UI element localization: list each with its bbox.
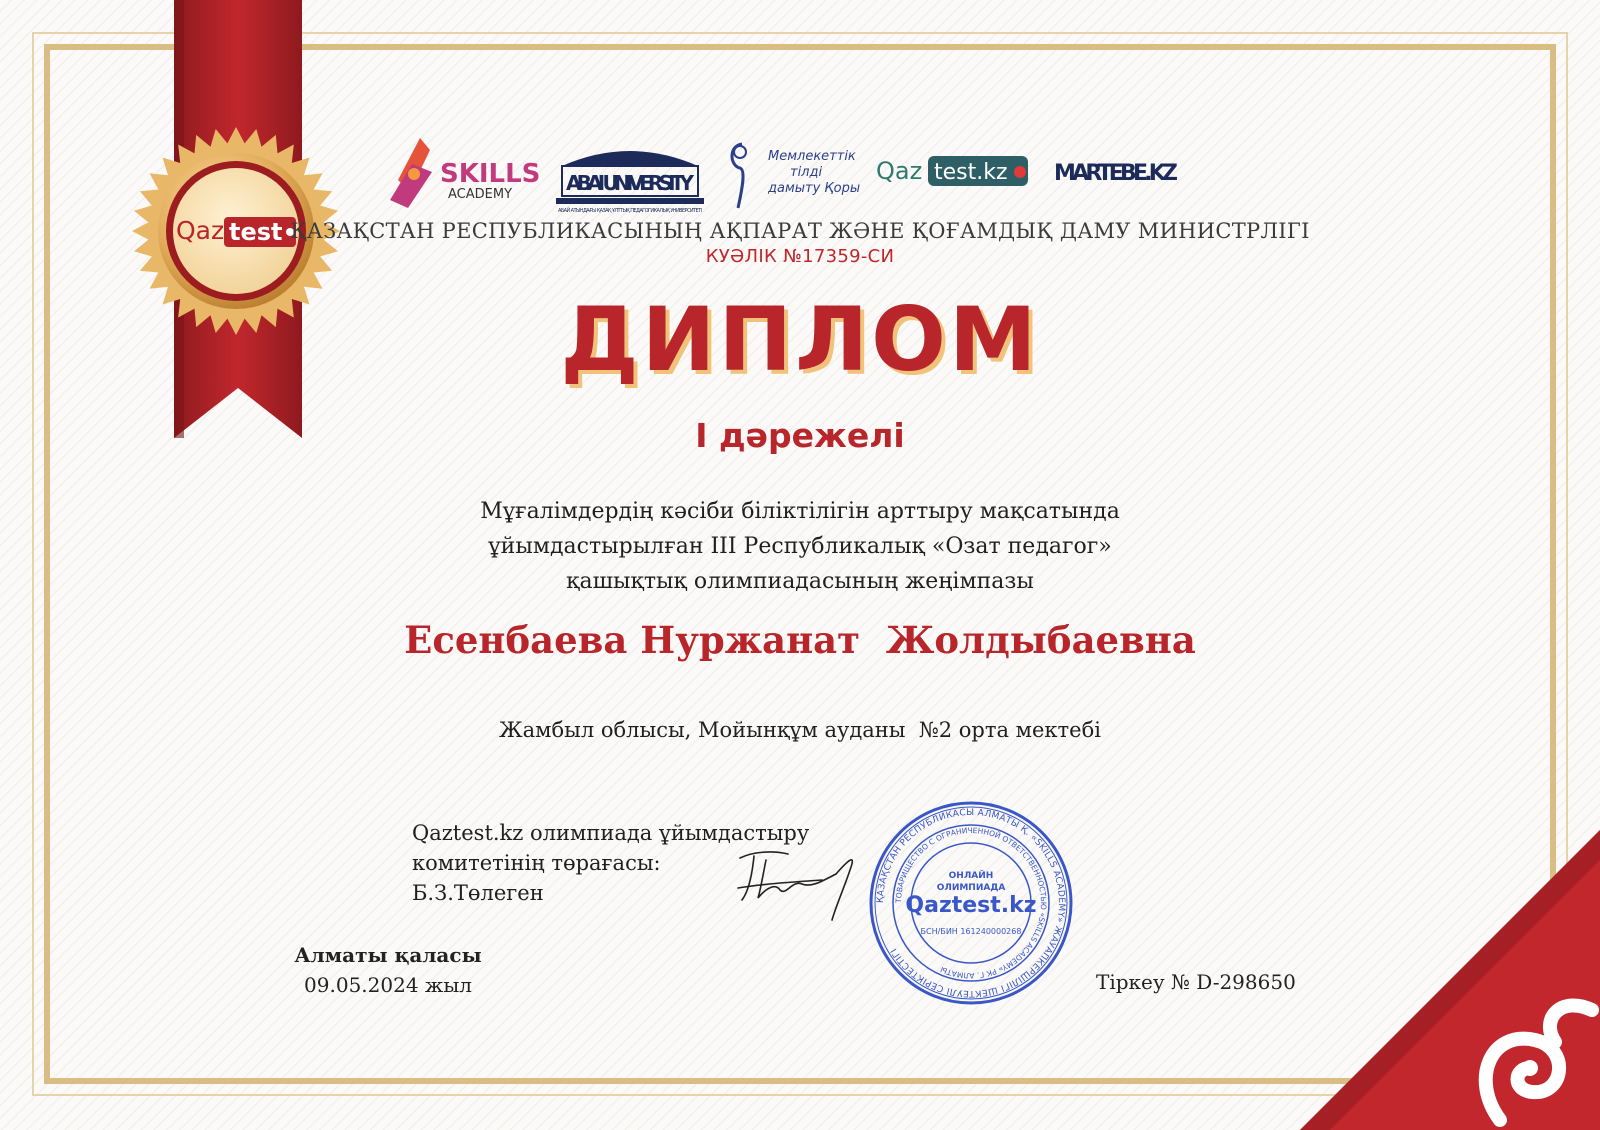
martebe-logo: MARTEBE.KZ	[1054, 161, 1178, 186]
signature	[732, 840, 872, 926]
chair-line-2: комитетінің төрағасы:	[412, 851, 661, 875]
fund-text-3: дамыту Қоры	[768, 181, 861, 196]
qaztest-logo-part2: test.kz	[934, 160, 1008, 185]
language-fund-logo	[732, 144, 860, 208]
qaztest-logo-part1: Qaz	[876, 157, 923, 185]
abai-logo-subtext: АБАЙ АТЫНДАҒЫ ҚАЗАҚ ҰЛТТЫҚ ПЕДАГОГИКАЛЫҚ УНИВЕРСИТЕТІ	[558, 208, 702, 214]
description-line-1: Мұғалімдердің кәсіби біліктілігін арттыру мақсатында	[480, 499, 1120, 524]
partner-logos	[390, 130, 1210, 216]
registration-number: Тіркеу № D-298650	[1096, 970, 1296, 994]
academy-logo-text: ACADEMY	[448, 187, 513, 202]
description-line-2: ұйымдастырылған III Республикалық «Озат педагог»	[488, 534, 1112, 559]
skills-logo-text: SKILLS	[440, 159, 541, 189]
skills-academy-logo	[390, 138, 540, 208]
fund-text-1: Мемлекеттік	[768, 149, 856, 164]
stamp-outer-ring: ҚАЗАҚСТАН РЕСПУБЛИКАСЫ АЛМАТЫ Қ. «SKILLS ACADEMY» ЖАУАПКЕРШІЛІГІ ШЕКТЕУЛІ СЕРІКТЕСТІГІ	[875, 807, 1067, 999]
fund-text-2: тілді	[790, 165, 823, 180]
official-stamp	[868, 800, 1074, 1006]
stamp-bin: БСН/БИН 161240000268	[920, 927, 1022, 936]
issue-date: 09.05.2024 жыл	[304, 973, 472, 997]
ministry-heading: ҚАЗАҚСТАН РЕСПУБЛИКАСЫНЫҢ АҚПАРАТ ЖӘНЕ ҚОҒАМДЫҚ ДАМУ МИНИСТРЛІГІ	[290, 219, 1310, 243]
description-line-3: қашықтық олимпиадасының жеңімпазы	[566, 569, 1034, 594]
abai-logo-text: ABAI UNIVERSITY	[566, 171, 694, 195]
award-description	[0, 494, 1600, 599]
chair-name: Б.З.Төлеген	[412, 881, 544, 905]
stamp-line-2: ОЛИМПИАДА	[936, 883, 1006, 893]
place-and-date	[293, 940, 483, 1000]
abai-university-logo	[556, 151, 704, 214]
seal-text-qaz: Qaz	[176, 216, 225, 245]
city: Алматы қаласы	[294, 943, 482, 967]
diploma-title: ДИПЛОМ	[560, 288, 1040, 391]
seal-text-test: test	[229, 218, 283, 246]
recipient-name: Есенбаева Нуржанат Жолдыбаевна	[404, 618, 1196, 662]
stamp-line-1: ОНЛАЙН	[948, 871, 994, 881]
qaztest-logo	[876, 156, 1028, 186]
chair-line-1: Qaztest.kz олимпиада ұйымдастыру	[412, 821, 810, 845]
stamp-inner-ring: ТОВАРИЩЕСТВО С ОГРАНИЧЕННОЙ ОТВЕТСТВЕННОСТЬЮ «SKILLS ACADEMY» РК Г. АЛМАТЫ	[893, 825, 1049, 981]
degree-label: I дәрежелі	[695, 416, 905, 455]
license-number: КУӘЛІК №17359-СИ	[705, 246, 895, 267]
corner-ornament	[1300, 830, 1600, 1130]
recipient-school: Жамбыл облысы, Мойынқұм ауданы №2 орта мектебі	[499, 718, 1101, 742]
stamp-brand: Qaztest.kz	[905, 893, 1037, 918]
